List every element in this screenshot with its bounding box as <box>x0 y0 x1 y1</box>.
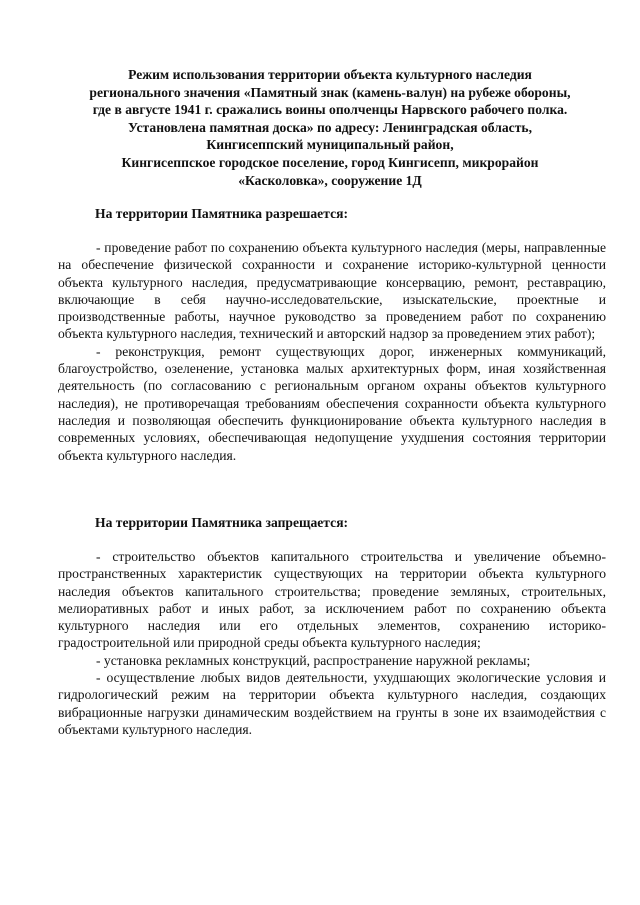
prohibited-list <box>58 548 606 738</box>
title-line: где в августе 1941 г. сражались воины ополченцы Нарвского рабочего полка. <box>92 102 568 118</box>
allowed-item: - проведение работ по сохранению объекта культурного наследия (меры, направленные на обеспечение физической сохранности и сохранение историко-культурной ценности объекта культурного наследия, предусматривающие консервацию, ремонт, реставрацию, включающие в себя научно-исследовательские, изыскательские, проектные и производственные работы, научное руководство за проведением работ по сохранению объекта культурного наследия, технический и авторский надзор за проведением этих работ); <box>58 240 606 342</box>
allowed-item: - реконструкция, ремонт существующих дорог, инженерных коммуникаций, благоустройство, озеленение, установка малых архитектурных форм, иная хозяйственная деятельность (по согласованию с региональным органом охраны объектов культурного наследия), не противоречащая требованиям обеспечения сохранности объекта культурного наследия и позволяющая обеспечить функционирование объекта культурного наследия в современных условиях, обеспечивающая недопущение ухудшения состояния территории объекта культурного наследия. <box>58 343 606 463</box>
document-title <box>55 66 605 189</box>
allowed-list <box>58 239 606 464</box>
allowed-heading: На территории Памятника разрешается: <box>95 206 348 221</box>
title-line: Кингисеппский муниципальный район, <box>206 137 454 153</box>
title-line: регионального значения «Памятный знак (камень-валун) на рубеже обороны, <box>89 84 571 100</box>
title-line: «Касколовка», сооружение 1Д <box>238 172 422 188</box>
prohibited-item: - осуществление любых видов деятельности, ухудшающих экологические условия и гидрологический режим на территории объекта культурного наследия, создающих вибрационные нагрузки динамическим воздействием на грунты в зоне их взаимодействия с объектами культурного наследия. <box>58 670 606 737</box>
prohibited-heading: На территории Памятника запрещается: <box>95 515 349 530</box>
prohibited-item: - установка рекламных конструкций, распространение наружной рекламы; <box>96 652 531 668</box>
title-line: Кингисеппское городское поселение, город Кингисепп, микрорайон <box>121 154 539 170</box>
prohibited-item: - строительство объектов капитального строительства и увеличение объемно-пространственных характеристик существующих на территории объекта культурного наследия объектов капитального строительства; проведение земляных, строительных, мелиоративных работ и иных работ, за исключением работ по сохранению объекта культурного наследия или его отдельных элементов, сохранению историко-градостроительной или природной среды объекта культурного наследия; <box>58 549 606 651</box>
title-line: Установлена памятная доска» по адресу: Ленинградская область, <box>128 119 532 135</box>
title-line: Режим использования территории объекта культурного наследия <box>128 67 532 82</box>
